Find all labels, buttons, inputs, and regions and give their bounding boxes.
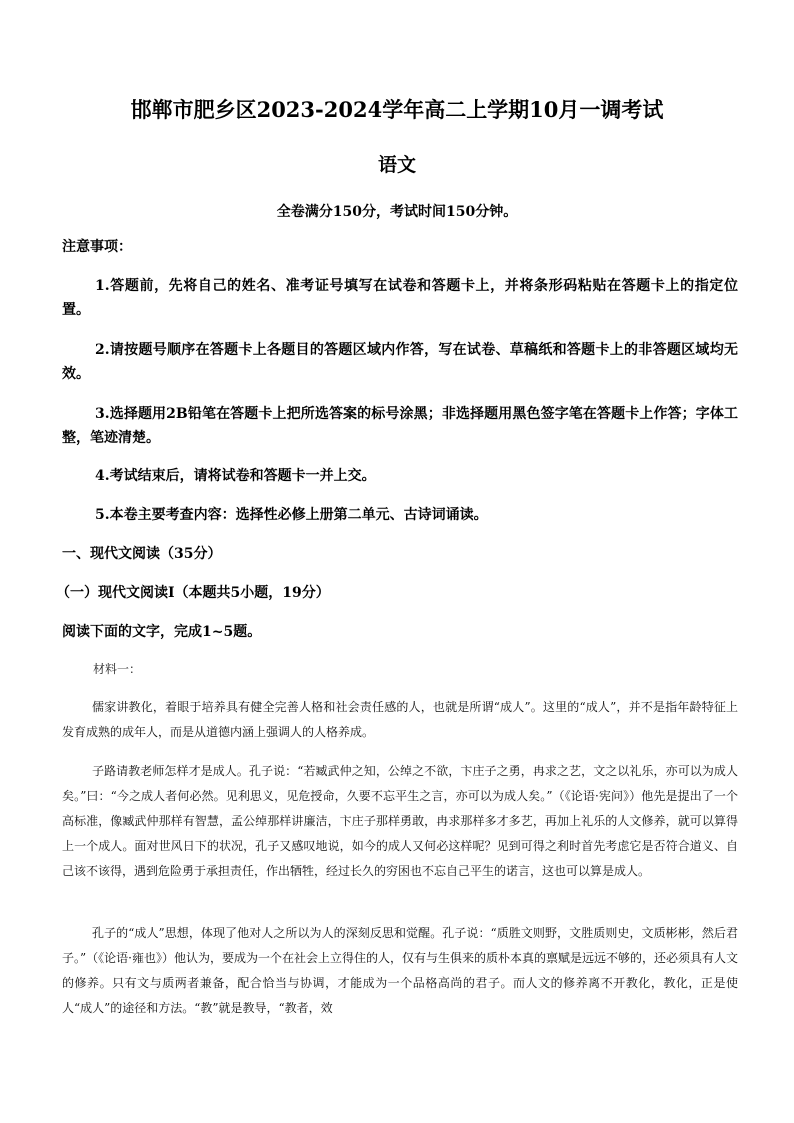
notice-item [62, 402, 738, 450]
notice-item [62, 503, 738, 527]
material-paragraph: 儒家讲教化，着眼于培养具有健全完善人格和社会责任感的人，也就是所谓“成人”。这里的“成人”，并不是指年龄特征上发育成熟的成年人，而是从道德内涵上强调人的人格养成。 [62, 700, 738, 739]
notice-item [62, 338, 738, 386]
reading-instruction: 阅读下面的文字，完成1~5题。 [62, 624, 262, 640]
exam-title: 邯郸市肥乡区2023-2024学年高二上学期10月一调考试 [130, 97, 664, 122]
notice-heading: 注意事项： [62, 239, 132, 255]
notice-item [62, 274, 738, 322]
notice-item-text: 2.请按题号顺序在答题卡上各题目的答题区域内作答，写在试卷、草稿纸和答题卡上的非答题区域均无效。 [62, 342, 738, 382]
subsection-heading: （一）现代文阅读Ⅰ（本题共5小题，19分） [56, 585, 330, 601]
section-heading: 一、现代文阅读（35分） [62, 546, 222, 562]
notice-item-text: 5.本卷主要考查内容：选择性必修上册第二单元、古诗词诵读。 [95, 507, 488, 523]
subject-title: 语文 [377, 154, 416, 176]
notice-item-text: 4.考试结束后，请将试卷和答题卡一并上交。 [95, 468, 376, 484]
material-label: 材料一： [93, 662, 142, 676]
exam-info: 全卷满分150分，考试时间150分钟。 [276, 204, 518, 220]
notice-item-text: 3.选择题用2B铅笔在答题卡上把所选答案的标号涂黑；非选择题用黑色签字笔在答题卡上作答；字体工整，笔迹清楚。 [62, 406, 738, 446]
material-paragraph: 孔子的“成人”思想，体现了他对人之所以为人的深刻反思和觉醒。孔子说：“质胜文则野，文胜质则史，文质彬彬，然后君子。”（《论语·雍也》）他认为，要成为一个在社会上立得住的人，仅有与生俱来的质朴本真的禀赋是远远不够的，还必须具有人文的修养。只有文与质两者兼备，配合恰当与协调，才能成为一个品格高尚的君子。而人文的修养离不开教化，教化，正是使人“成人”的途径和方法。“教”就是教导，“教者，效 [62, 926, 738, 1015]
notice-item-text: 1.答题前，先将自己的姓名、准考证号填写在试卷和答题卡上，并将条形码粘贴在答题卡上的指定位置。 [62, 278, 738, 318]
notice-item [62, 464, 738, 488]
material-paragraph: 子路请教老师怎样才是成人。孔子说：“若臧武仲之知，公绰之不欲，卞庄子之勇，冉求之艺，文之以礼乐，亦可以为成人矣。”曰：“今之成人者何必然。见利思义，见危授命，久要不忘平生之言，亦可以为成人矣。”（《论语·宪问》）他先是提出了一个高标准，像臧武仲那样有智慧，孟公绰那样讲廉洁，卞庄子那样勇敢，冉求那样多才多艺，再加上礼乐的人文修养，就可以算得上一个成人。面对世风日下的状况，孔子又感叹地说，如今的成人又何必这样呢？见到可得之利时首先考虑它是否符合道义、自己该不该得，遇到危险勇于承担责任，作出牺牲，经过长久的穷困也不忘自己平生的诺言，这也可以算是成人。 [62, 764, 738, 878]
